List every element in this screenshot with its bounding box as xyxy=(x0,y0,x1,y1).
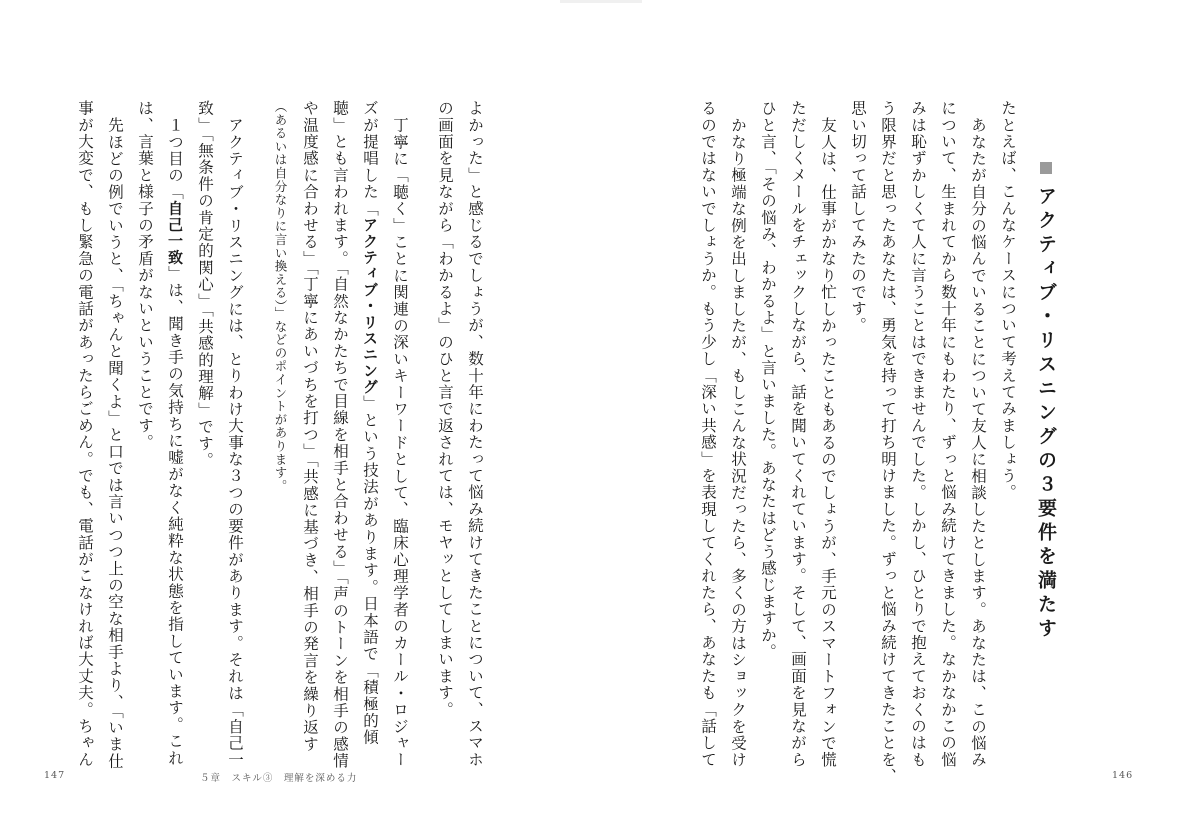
body-line: 致」「無条件の肯定的関心」「共感的理解」です。 xyxy=(196,100,214,469)
body-line: 丁寧に「聴く」ことに関連の深いキーワードとして、臨床心理学者のカール・ロジャー xyxy=(391,117,409,769)
text-run: １つ目の「 xyxy=(166,117,184,201)
body-line: （あるいは自分なりに言い換える）」などのポイントがあります。 xyxy=(273,100,288,493)
body-line: ただしくメールをチェックしながら、話を聞いてくれています。そして、画面を見ながら xyxy=(789,100,807,768)
section-heading-text: アクティブ・リスニングの３要件を満たす xyxy=(1035,186,1057,642)
body-line: は、言葉と様子の矛盾がないということです。 xyxy=(136,100,154,451)
page-number-left: 147 xyxy=(44,770,66,781)
body-line: う限界だと思ったあなたは、勇気を持って打ち明けました。ずっと悩み続けてきたことを、 xyxy=(879,100,897,785)
body-line: 事が大変で、もし緊急の電話があったらごめん。でも、電話がこなければ大丈夫。ちゃん xyxy=(76,100,94,768)
page-number-right: 146 xyxy=(1112,770,1134,781)
body-line: について、生まれてから数十年にもわたり、ずっと悩み続けてきました。なかなかこの悩 xyxy=(939,100,957,768)
body-line: かなり極端な例を出しましたが、もしこんな状況だったら、多くの方はショックを受け xyxy=(729,117,747,769)
body-line: 思い切って話してみたのです。 xyxy=(849,100,867,334)
text-run: 」という技法があります。日本語で「積極的傾 xyxy=(361,395,379,746)
body-line: たとえば、こんなケースについて考えてみましょう。 xyxy=(999,100,1017,501)
body-line: よかった」と感じるでしょうが、数十年にわたって悩み続けてきたことについて、スマホ xyxy=(466,100,484,768)
body-line: ひと言、「その悩み、わかるよ」と言いました。あなたはどう感じますか。 xyxy=(759,100,777,661)
body-line xyxy=(355,100,385,755)
body-line: の画面を見ながら「わかるよ」のひと言で返されては、モヤッとしてしまいます。 xyxy=(436,100,454,718)
text-run: 」は、聞き手の気持ちに嘘がなく純粋な状態を指しています。これ xyxy=(166,265,184,767)
body-line: みは恥ずかしくて人に言うことはできませんでした。しかし、ひとりで抱えておくのはも xyxy=(909,100,927,768)
body-line: アクティブ・リスニングには、とりわけ大事な３つの要件があります。それは「自己一 xyxy=(226,117,244,769)
body-line: あなたが自分の悩んでいることについて友人に相談したとします。あなたは、この悩み xyxy=(969,117,987,769)
heading-square-icon xyxy=(1040,162,1052,174)
text-run: ズが提唱した「 xyxy=(361,100,379,217)
body-line: 聴」とも言われます。「自然なかたちで目線を相手と合わせる」「声のトーンを相手の感情 xyxy=(331,100,349,770)
body-line xyxy=(160,100,190,772)
body-line: や温度感に合わせる」「丁寧にあいづちを打つ」「共感に基づき、相手の発言を繰り返す xyxy=(301,100,319,753)
section-heading xyxy=(1028,162,1064,642)
running-head: ５章 スキル③ 理解を深める力 xyxy=(200,773,358,784)
keyword-self-congruence: 自己一致 xyxy=(166,200,184,266)
body-line: 友人は、仕事がかなり忙しかったこともあるのでしょうが、手元のスマートフォンで慌 xyxy=(819,117,837,769)
body-line: 先ほどの例でいうと、「ちゃんと聞くよ」と口では言いつつ上の空な相手より、「いま仕 xyxy=(106,117,124,770)
keyword-active-listening: アクティブ・リスニング xyxy=(361,216,379,396)
body-line: るのではないでしょうか。もう少し「深い共感」を表現してくれたら、あなたも「話して xyxy=(699,100,717,768)
scan-edge-mark xyxy=(560,0,642,3)
